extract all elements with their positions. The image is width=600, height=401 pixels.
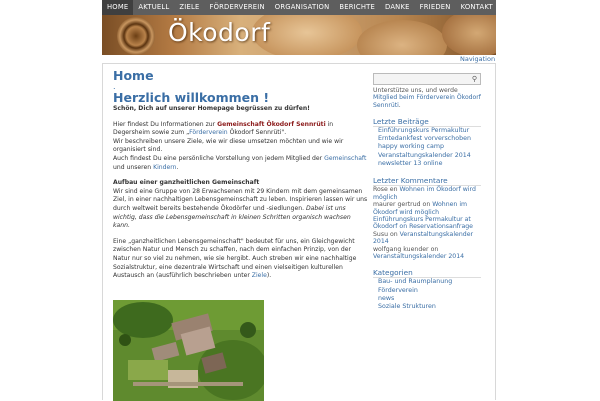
aufbau-paragraph — [113, 188, 368, 231]
sidebar — [373, 73, 481, 312]
banner-stone-spiral — [117, 17, 155, 55]
text: und unseren — [113, 163, 154, 171]
text: Ökodorf Sennrüti". — [227, 129, 287, 137]
text: ). — [266, 272, 272, 280]
text: Wir sind eine Gruppe von 28 Erwachsenen mit 29 Kindern mit dem gemeinsamen Ziel, in einer nachhaltigen Lebensgemeinschaft zu leben. Inspirieren lassen wir uns durch weltweit bereits bestehende Ökodörfer und -siedlungen. — [113, 187, 368, 212]
comment-author: wolfgang kuender — [373, 245, 429, 253]
main-column — [113, 68, 368, 281]
nav-frieden[interactable]: FRIEDEN — [419, 3, 451, 11]
comment-author: maurer gertrud — [373, 201, 421, 209]
category-link[interactable]: Förderverein — [378, 286, 418, 294]
recent-post-link[interactable]: newsletter 13 online — [378, 160, 443, 168]
comment-item — [373, 246, 481, 261]
text: . — [176, 163, 179, 171]
recent-posts-list — [373, 127, 481, 168]
comment-link[interactable]: Wohnen im Ökodorf wird möglich — [373, 201, 468, 216]
recent-post-link[interactable]: Veranstaltungskalender 2014 — [378, 151, 471, 159]
recent-posts-heading: Letzte Beiträge — [373, 117, 481, 127]
category-link[interactable]: Soziale Strukturen — [378, 303, 436, 311]
main-navigation — [102, 0, 496, 15]
comment-author: Susu — [373, 230, 388, 238]
title-dot: . — [113, 82, 116, 91]
ganzheitlich-paragraph — [113, 238, 368, 281]
nav-organisation[interactable]: ORGANISATION — [274, 3, 330, 11]
link-ziele[interactable]: Ziele — [251, 272, 267, 280]
category-link[interactable]: Bau- und Raumplanung — [378, 278, 453, 286]
search-input[interactable] — [373, 73, 481, 85]
link-gemeinschaft[interactable]: Gemeinschaft Ökodorf Sennrüti — [217, 120, 326, 128]
text: on — [388, 230, 400, 238]
site-logo[interactable]: Ökodorf — [168, 18, 271, 47]
search-icon[interactable]: ⚲ — [471, 75, 478, 83]
text: . — [398, 101, 401, 109]
text: Eine „ganzheitlichen Lebensgemeinschaft" bedeutet für uns, ein Gleichgewicht zwischen Natur und Mensch zu schaffen, nach dem einfachen Prinzip, von der Natur nur so viel zu nehmen, wie sie hergibt. Auch streben wir eine nachhaltige Sozialstruktur, eine dezentrale Wirtschaft und einen vielseitigen kulturellen Austausch an (ausführlich beschrieben unter — [113, 237, 357, 280]
nav-foerderverein[interactable]: FÖRDERVEREIN — [209, 3, 265, 11]
category-link[interactable]: news — [378, 295, 395, 303]
text: Unterstütze uns, und werde — [373, 87, 458, 94]
comment-link[interactable]: Einführungskurs Permakultur at Ökodorf on Reservationsanfrage — [373, 216, 473, 231]
text: in Degersheim sowie zum „ — [113, 120, 334, 137]
recent-post-link[interactable]: happy working camp — [378, 143, 445, 151]
text: Dabei ist uns wichtig, dass die Lebensgemeinschaft in kleinen Schritten organisch wachsen kann. — [113, 204, 351, 230]
nav-danke[interactable]: DANKE — [385, 3, 410, 11]
nav-aktuell[interactable]: AKTUELL — [138, 3, 170, 11]
text: Hier findest Du Informationen zur — [113, 120, 218, 128]
link-kinder[interactable]: Kindern — [153, 163, 177, 171]
comments-list — [373, 186, 481, 260]
comments-heading: Letzter Kommentare — [373, 176, 481, 186]
recent-post-link[interactable]: Erntedankfest vorverschoben — [378, 135, 471, 143]
banner-stone — [442, 15, 496, 55]
text: en — [387, 186, 400, 194]
intro-paragraph — [113, 121, 368, 173]
comment-item — [373, 216, 481, 231]
comment-author: Rose — [373, 186, 388, 194]
header-banner — [102, 15, 496, 55]
categories-list — [373, 278, 481, 311]
banner-stone — [357, 20, 447, 55]
link-gemeinschaft-members[interactable]: Gemeinschaft — [324, 154, 367, 162]
comment-link[interactable]: Veranstaltungskalender 2014 — [373, 253, 465, 261]
aerial-photo-drawing — [113, 300, 264, 401]
aerial-photo — [113, 300, 264, 401]
categories-heading: Kategorien — [373, 268, 481, 278]
welcome-heading: Herzlich willkommen ! — [113, 90, 270, 105]
aufbau-heading: Aufbau einer ganzheitlichen Gemeinschaft — [113, 179, 260, 187]
intro-text: Schön, Dich auf unserer Homepage begrüssen zu dürfen! — [113, 105, 310, 112]
nav-berichte[interactable]: BERICHTE — [339, 3, 375, 11]
text: on — [420, 201, 433, 209]
text: on — [428, 245, 439, 253]
comment-link[interactable]: Wohnen im Ökodorf wird möglich — [373, 186, 476, 201]
content-area — [102, 63, 496, 400]
nav-kontakt[interactable]: KONTAKT — [460, 3, 493, 11]
link-mitglied[interactable]: Mitglied beim Förderverein Ökodorf Sennrüti — [373, 94, 481, 109]
comment-item — [373, 186, 481, 201]
nav-home[interactable]: HOME — [102, 0, 133, 15]
navigation-link[interactable]: Navigation — [460, 55, 496, 63]
comment-link[interactable]: Veranstaltungskalender 2014 — [373, 230, 474, 246]
support-text — [373, 87, 481, 109]
text: Wir beschreiben unsere Ziele, wie wir diese umsetzen möchten und wie wir organisiert sind. — [113, 137, 344, 154]
nav-ziele[interactable]: ZIELE — [179, 3, 200, 11]
comment-item — [373, 201, 481, 216]
text: Auch findest Du eine persönliche Vorstellung von jedem Mitglied der — [113, 154, 325, 162]
page-title: Home — [113, 68, 154, 83]
recent-post-link[interactable]: Einführungskurs Permakultur — [378, 126, 470, 134]
comment-item — [373, 231, 481, 246]
link-foerderverein[interactable]: Förderverein — [189, 129, 228, 137]
